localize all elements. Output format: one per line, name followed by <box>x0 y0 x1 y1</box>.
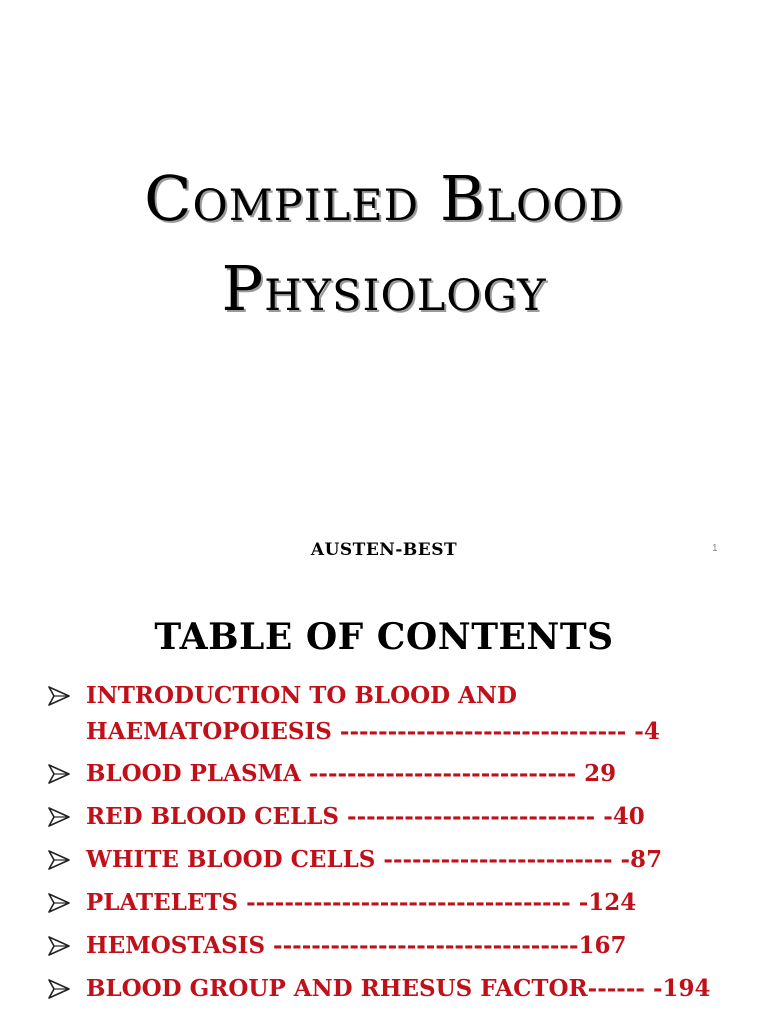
arrow-bullet-icon <box>48 885 74 921</box>
arrow-bullet-icon <box>48 971 74 1007</box>
toc-item-label: PLATELETS ---------------------------------- -124 <box>86 889 637 916</box>
arrow-bullet-icon <box>48 842 74 878</box>
arrow-bullet-icon <box>48 928 74 964</box>
arrow-bullet-icon <box>48 799 74 835</box>
page-number: 1 <box>712 543 718 554</box>
toc-item-introduction[interactable] <box>48 678 748 750</box>
toc-item-label: BLOOD PLASMA ---------------------------- 29 <box>86 760 617 787</box>
toc-item-label: HEMOSTASIS --------------------------------167 <box>86 932 627 959</box>
toc-item-label: INTRODUCTION TO BLOOD AND <box>86 682 517 709</box>
author-name: AUSTEN-BEST <box>310 540 458 560</box>
toc-heading: TABLE OF CONTENTS <box>154 616 614 658</box>
toc-item-label: BLOOD GROUP AND RHESUS FACTOR------ -194 <box>86 975 711 1002</box>
document-title-line-1: Compiled Blood <box>144 162 624 235</box>
toc-item-label: RED BLOOD CELLS -------------------------- -40 <box>86 803 645 830</box>
toc-item-label: WHITE BLOOD CELLS ------------------------ -87 <box>86 846 663 873</box>
arrow-bullet-icon <box>48 756 74 792</box>
arrow-bullet-icon <box>48 678 74 714</box>
toc-item-label-continued: HAEMATOPOIESIS ------------------------------ -4 <box>86 718 660 745</box>
document-title-line-2: Physiology <box>221 252 547 325</box>
table-of-contents-page <box>0 575 768 1024</box>
